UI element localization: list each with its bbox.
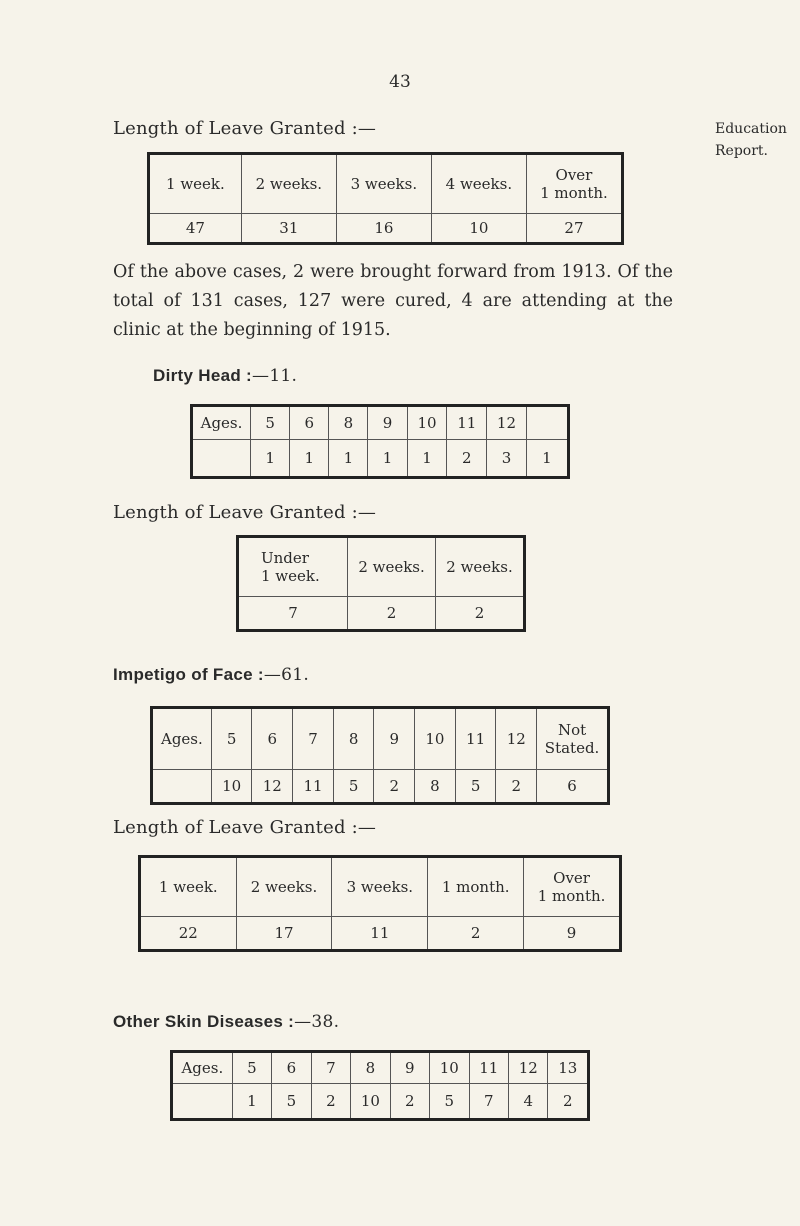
count-cell [192, 440, 251, 478]
age-cell: 8 [351, 1052, 390, 1084]
count-cell: 10 [211, 770, 252, 804]
count-cell: 2 [548, 1084, 589, 1120]
age-cell: 9 [374, 708, 415, 770]
age-cell: 9 [390, 1052, 429, 1084]
leave-caption-3: Length of Leave Granted :— [113, 817, 377, 838]
header-cell: 1 week. [140, 857, 237, 917]
age-cell: 5 [251, 406, 290, 440]
age-cell: 6 [272, 1052, 311, 1084]
summary-paragraph: Of the above cases, 2 were brought forward from 1913. Of the total of 131 cases, 127 were cured, 4 are attending at the clinic at the beginning of 1915. [113, 262, 673, 340]
heading-title: Impetigo of Face : [113, 665, 264, 684]
age-cell: 8 [329, 406, 368, 440]
age-cell: 12 [496, 708, 537, 770]
header-cell: Over 1 month. [526, 154, 622, 214]
count-cell: 5 [333, 770, 374, 804]
age-cell: 7 [311, 1052, 350, 1084]
value-cell: 9 [524, 917, 621, 951]
count-cell: 10 [351, 1084, 390, 1120]
ages-label: Ages. [192, 406, 251, 440]
ages-label: Ages. [172, 1052, 233, 1084]
age-cell: 12 [509, 1052, 548, 1084]
leave-caption-1: Length of Leave Granted :— [113, 118, 377, 139]
age-cell: 10 [407, 406, 447, 440]
value-cell: 2 [348, 597, 436, 631]
impetigo-ages-table [150, 706, 610, 805]
header-cell: 2 weeks. [436, 537, 525, 597]
age-cell: 5 [232, 1052, 271, 1084]
header-cell: 1 month. [428, 857, 524, 917]
count-cell [172, 1084, 233, 1120]
value-cell: 17 [236, 917, 332, 951]
count-cell: 12 [252, 770, 293, 804]
count-cell: 2 [496, 770, 537, 804]
impetigo-heading [113, 665, 309, 685]
age-cell: 12 [487, 406, 527, 440]
leave-table-1 [147, 152, 624, 245]
header-cell: Under 1 week. [238, 537, 348, 597]
count-cell: 8 [415, 770, 456, 804]
count-cell: 1 [368, 440, 407, 478]
heading-title: Other Skin Diseases : [113, 1012, 295, 1031]
count-cell: 1 [329, 440, 368, 478]
dirty-head-ages-table [190, 404, 570, 479]
count-cell: 7 [469, 1084, 508, 1120]
dirty-head-heading [153, 366, 297, 386]
header-cell: 3 weeks. [332, 857, 428, 917]
margin-note: Education Report. [715, 121, 787, 159]
header-cell: 2 weeks. [348, 537, 436, 597]
header-cell: 1 week. [149, 154, 242, 214]
age-cell: 5 [211, 708, 252, 770]
header-cell: 3 weeks. [336, 154, 431, 214]
heading-count: —11. [252, 366, 298, 386]
count-cell: 3 [487, 440, 527, 478]
age-cell: 9 [368, 406, 407, 440]
heading-count: —38. [294, 1012, 340, 1032]
count-cell: 2 [390, 1084, 429, 1120]
count-cell: 1 [232, 1084, 271, 1120]
count-cell: 2 [311, 1084, 350, 1120]
count-cell: 6 [537, 770, 609, 804]
count-cell: 5 [455, 770, 496, 804]
age-cell: 7 [293, 708, 334, 770]
value-cell: 47 [149, 214, 242, 244]
value-cell: 31 [241, 214, 336, 244]
age-cell [526, 406, 568, 440]
dirty-head-leave-table [236, 535, 526, 632]
value-cell: 10 [431, 214, 526, 244]
age-cell: 13 [548, 1052, 589, 1084]
header-cell: 2 weeks. [236, 857, 332, 917]
heading-title: Dirty Head : [153, 366, 253, 385]
count-cell: 1 [290, 440, 329, 478]
value-cell: 7 [238, 597, 348, 631]
count-cell: 11 [293, 770, 334, 804]
count-cell: 2 [374, 770, 415, 804]
count-cell: 1 [251, 440, 290, 478]
value-cell: 11 [332, 917, 428, 951]
count-cell: 2 [447, 440, 487, 478]
header-cell: 4 weeks. [431, 154, 526, 214]
value-cell: 2 [428, 917, 524, 951]
value-cell: 22 [140, 917, 237, 951]
heading-count: —61. [263, 665, 310, 685]
count-cell: 4 [509, 1084, 548, 1120]
age-cell: 8 [333, 708, 374, 770]
value-cell: 2 [436, 597, 525, 631]
ages-label: Ages. [152, 708, 212, 770]
header-cell: Over 1 month. [524, 857, 621, 917]
page-number: 43 [389, 72, 411, 92]
leave-caption-2: Length of Leave Granted :— [113, 502, 377, 523]
count-cell: 5 [430, 1084, 469, 1120]
count-cell: 1 [526, 440, 568, 478]
header-cell: 2 weeks. [241, 154, 336, 214]
age-cell: Not Stated. [537, 708, 609, 770]
age-cell: 11 [455, 708, 496, 770]
count-cell: 1 [407, 440, 447, 478]
impetigo-leave-table [138, 855, 622, 952]
value-cell: 27 [526, 214, 622, 244]
count-cell [152, 770, 212, 804]
age-cell: 10 [430, 1052, 469, 1084]
age-cell: 11 [447, 406, 487, 440]
age-cell: 6 [290, 406, 329, 440]
age-cell: 11 [469, 1052, 508, 1084]
other-skin-ages-table [170, 1050, 590, 1121]
value-cell: 16 [336, 214, 431, 244]
count-cell: 5 [272, 1084, 311, 1120]
other-skin-heading [113, 1012, 339, 1032]
age-cell: 10 [415, 708, 456, 770]
age-cell: 6 [252, 708, 293, 770]
